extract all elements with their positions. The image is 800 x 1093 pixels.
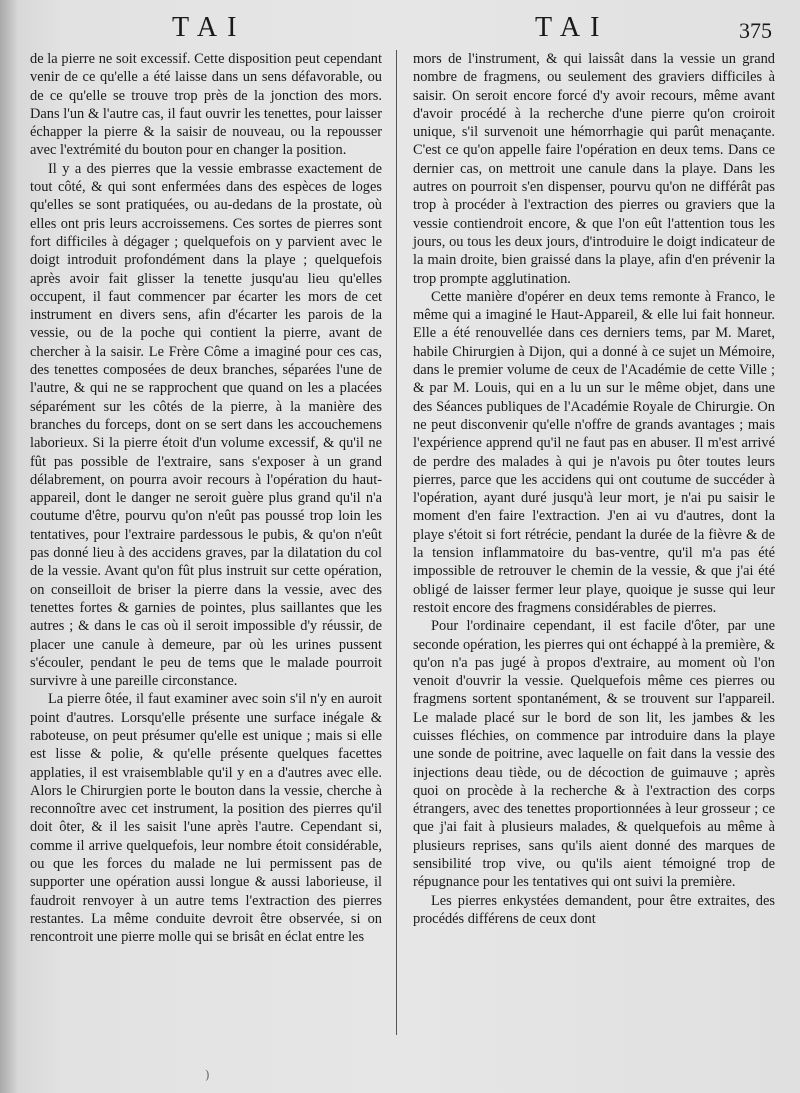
paragraph: de la pierre ne soit excessif. Cette disposition peut cependant venir de ce qu'elle a été laisse dans un sens défavorable, ou de ce qu'elle se trouve trop près de la jonction des mors. Dans l'un & l'autre cas, il faut ouvrir les tenettes, pour laisser échapper la pierre & la saisir de nouveau, ou la repousser avec l'extrémité du bouton pour en changer la position.: [30, 51, 382, 159]
page-header: [0, 12, 800, 48]
left-column: [30, 50, 382, 947]
paragraph: mors de l'instrument, & qui laissât dans la vessie un grand nombre de fragmens, ou seulement des graviers difficiles à saisir. On seroit encore forcé d'y avoir recours, même avant d'avoir procédé à la recherche d'une pierre qu'on croiroit unique, s'il survenoit une hémorrhagie qui parût menaçante. C'est ce qu'on appelle faire l'opération en deux tems. Dans ce dernier cas, on mettroit une canule dans la playe. Dans les autres on pourroit s'en dispenser, pourvu qu'on ne différât pas trop à procéder à l'extraction des pierres ou graviers que la vessie contiendroit encore, & que l'on eût l'attention tous les jours, ou tous les deux jours, d'introduire le doigt indicateur de la main droite, bien graissé dans la playe, afin d'en prévenir la trop prompte agglutination.: [413, 51, 775, 287]
gutter-shadow: [0, 0, 18, 1093]
paragraph: Les pierres enkystées demandent, pour être extraites, des procédés différens de ceux dont: [413, 892, 775, 927]
right-column: [413, 50, 775, 928]
running-head-right: TAI: [535, 12, 610, 43]
paragraph: La pierre ôtée, il faut examiner avec soin s'il n'y en auroit point d'autres. Lorsqu'elle présente une surface inégale & raboteuse, on peut présumer qu'elle est unique ; mais si elle est lisse & polie, & qu'elle présente quelques facettes applaties, il est vraisemblable qu'il y en a d'autres avec elle. Alors le Chirurgien porte le bouton dans la vessie, cherche à reconnoître avec cet instrument, la position des pierres qu'il doit ôter, & il les saisit l'une après l'autre. Cependant si, comme il arrive quelquefois, leur nombre étoit considérable, ou que les forces du malade ne lui permissent pas de supporter une opération aussi longue & aussi laborieuse, il faudroit renvoyer à un autre tems l'extraction des pierres restantes. La même conduite devroit être observée, si on rencontroit une pierre molle qui se brisât en éclat entre les: [30, 691, 382, 946]
column-divider: [396, 50, 397, 1035]
paragraph: Pour l'ordinaire cependant, il est facile d'ôter, par une seconde opération, les pierres qui ont échappé à la première, & qu'on n'a pas jugé à propos d'extraire, au moment où l'on venoit d'ouvrir la vessie. Quelquefois même ces pierres ou fragmens sortent spontanément, & se trouvent sur l'appareil. Le malade placé sur le bord de son lit, les jambes & les cuisses fléchies, on commence par introduire dans la playe une sonde de poitrine, avec laquelle on fait dans la vessie des injections deau tiède, ou de décoction de guimauve ; après quoi on procède à la recherche & à l'extraction des corps étrangers, avec des tenettes proportionnées à leur grosseur ; ce que j'ai fait à plusieurs malades, & quelquefois au même à plusieurs reprises, sans qu'ils aient donné des marques de sensibilité trop vive, ou qu'ils aient témoigné trop de répugnance pour les tentatives qui ont suivi la première.: [413, 618, 776, 891]
paragraph: Cette manière d'opérer en deux tems remonte à Franco, le même qui a imaginé le Haut-Appareil, & elle lui fait honneur. Elle a été renouvellée dans ces derniers tems, par M. Maret, habile Chirurgien à Dijon, qui a donné à ce sujet un Mémoire, dans le premier volume de ceux de l'Académie de cette Ville ; & par M. Louis, qui en a lu un sur le même objet, dans une des Séances publiques de l'Académie Royale de Chirurgie. On ne peut disconvenir qu'elle n'offre de grands avantages ; mais l'expérience apprend qu'il ne faut pas en abuser. Il m'est arrivé de perdre des malades à qui je n'avois pu ôter toutes leurs pierres, parce que les accidens qui ont coutume de succéder à l'opération, ayant duré jusqu'à leur mort, je n'ai pu saisir le moment d'en faire l'extraction. J'en ai vu d'autres, dont la playe s'étoit si fort rétrécie, pendant la durée de la fièvre & de la tension inflammatoire du bas-ventre, qu'il m'a pas été impossible de retrouver le chemin de la vessie, & que j'ai été obligé de laisser fermer leur playe, quoique je susse qui leur restoit encore des fragmens considérables de pierres.: [413, 288, 775, 616]
footer-mark: ): [205, 1068, 210, 1082]
running-head-left: TAI: [172, 12, 247, 43]
page-number: 375: [739, 18, 772, 43]
paragraph: Il y a des pierres que la vessie embrasse exactement de tout côté, & qui sont enfermées dans des espèces de loges qu'elles se sont pratiquées, ou au-dedans de la prostate, où elles ont pris leurs accroissemens. Ces sortes de pierres sont fort difficiles à dégager ; quelquefois on y parvient avec le doigt introduit profondément dans la playe ; quelquefois après avoir fait glisser la tenette jusqu'au lieu qu'elles occupent, il faut commencer par écarter les mors de cet instrument en divers sens, afin d'écarter les parois de la vessie, ou de la poche qui contient la pierre, avant de chercher à la saisir. Le Frère Côme a imaginé pour ces cas, des tenettes composées de deux branches, séparées l'une de l'autre, & qui ne se rapprochent que quand on les a placées séparément sur les côtés de la pierre, à la manière des branches du forceps, dont on se sert dans les accouchemens laborieux. Si la pierre étoit d'un volume excessif, & qu'il ne fût pas possible de l'extraire, sans s'exposer à un grand délabrement, on pourra avoir recours à l'opération du haut-appareil, dont le danger ne seroit guère plus grand qu'il n'a coutume d'être, pourvu qu'on n'eût pas poussé trop loin les tentatives, pour l'extraire pardessous le pubis, & qu'on n'eût pas donné lieu à des accidens graves, par la dilatation du col de la vessie. Avant qu'on fût plus instruit sur cette opération, on conseilloit de briser la pierre dans la vessie, avec des tenettes fortes & garnies de pointes, plus saillantes que les autres ; & dans le cas où il seroit impossible d'y réussir, de placer une canule à demeure, par où les urines pussent s'écouler, pendant le peu de tems que le malade pourroit survivre à une pareille circonstance.: [30, 160, 382, 690]
